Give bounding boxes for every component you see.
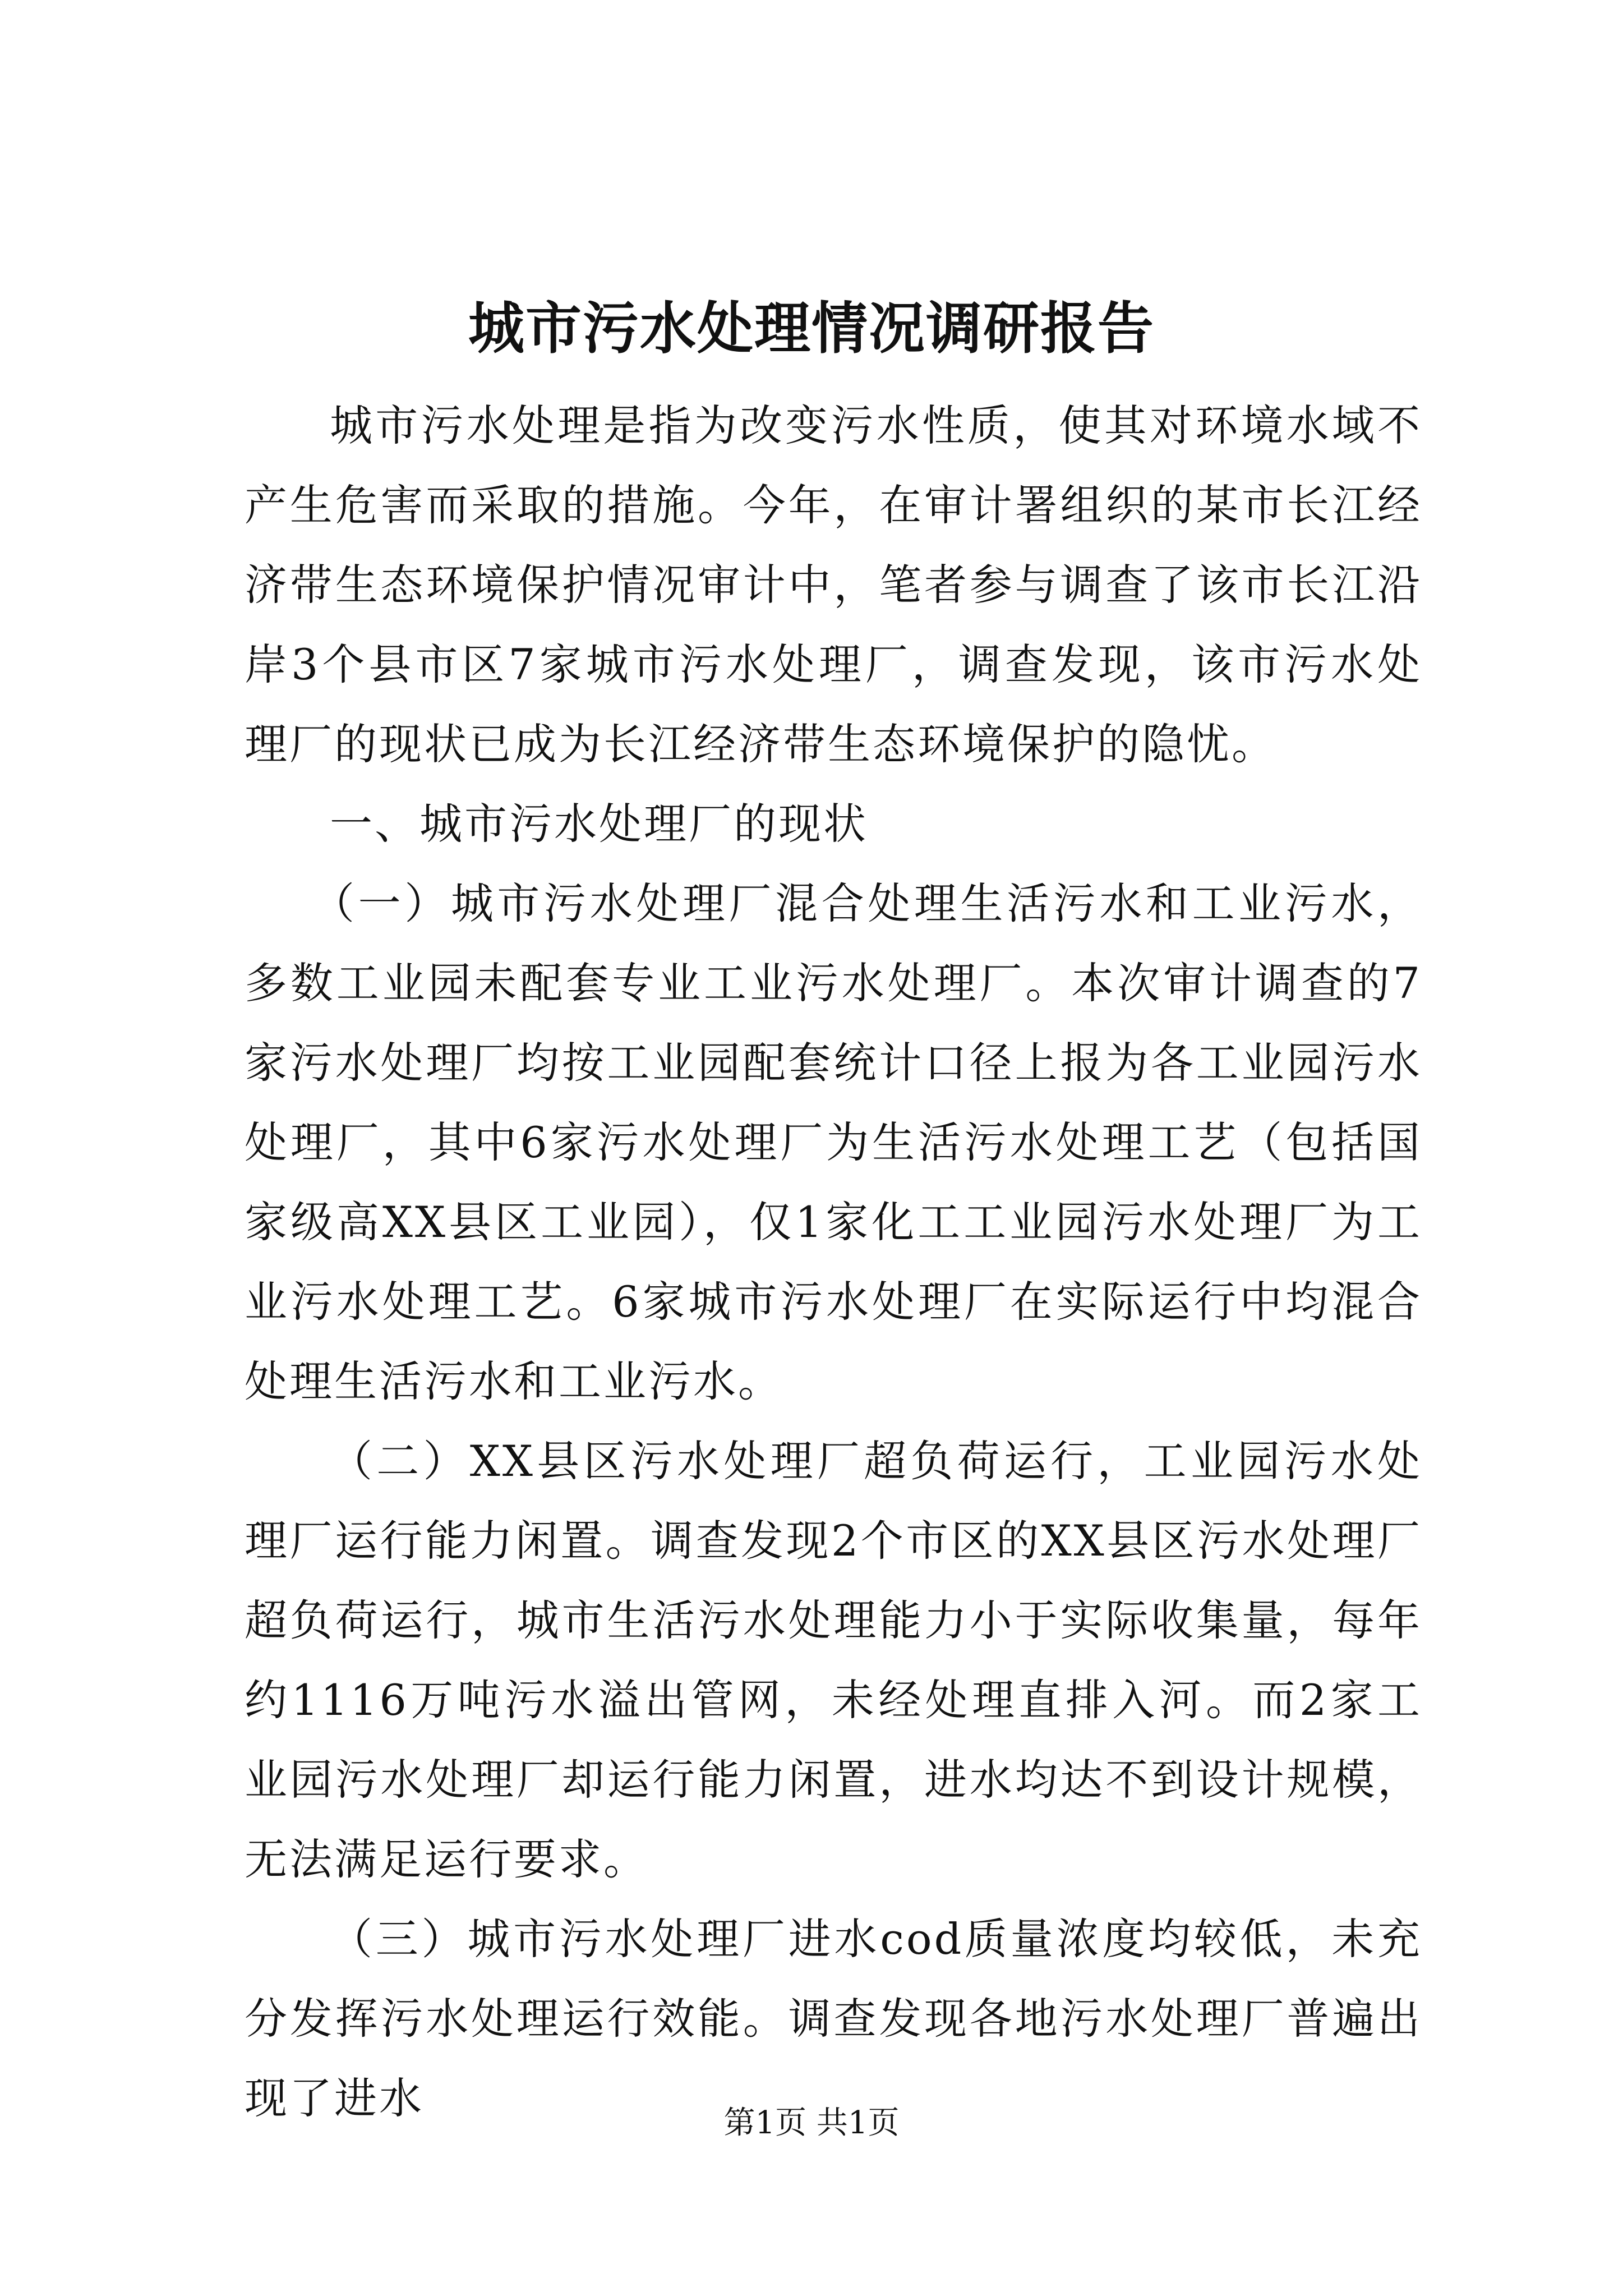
paragraph-item-1: （一）城市污水处理厂混合处理生活污水和工业污水，多数工业园未配套专业工业污水处理厂。本次审计调查的7家污水处理厂均按工业园配套统计口径上报为各工业园污水处理厂，其中6家污水处理厂为生活污水处理工艺（包括国家级高XX县区工业园），仅1家化工工业园污水处理厂为工业污水处理工艺。6家城市污水处理厂在实际运行中均混合处理生活污水和工业污水。 (245, 878, 1422, 1406)
paragraph-item-3: （三）城市污水处理厂进水cod质量浓度均较低，未充分发挥污水处理运行效能。调查发现各地污水处理厂普遍出现了进水 (245, 1914, 1422, 2123)
paragraph-item-2: （二）XX县区污水处理厂超负荷运行，工业园污水处理厂运行能力闲置。调查发现2个市区的XX县区污水处理厂超负荷运行，城市生活污水处理能力小于实际收集量，每年约1116万吨污水溢出管网，未经处理直排入河。而2家工业园污水处理厂却运行能力闲置，进水均达不到设计规模，无法满足运行要求。 (245, 1436, 1422, 1884)
document-body (245, 386, 1422, 2138)
page-footer: 第1页 共1页 (723, 2105, 900, 2141)
document-title: 城市污水处理情况调研报告 (468, 295, 1155, 361)
paragraph-intro: 城市污水处理是指为改变污水性质，使其对环境水域不产生危害而采取的措施。今年，在审计署组织的某市长江经济带生态环境保护情况审计中，笔者参与调查了该市长江沿岸3个县市区7家城市污水处理厂，调查发现，该市污水处理厂的现状已成为长江经济带生态环境保护的隐忧。 (245, 401, 1422, 769)
section-heading-1: 一、城市污水处理厂的现状 (330, 799, 868, 849)
